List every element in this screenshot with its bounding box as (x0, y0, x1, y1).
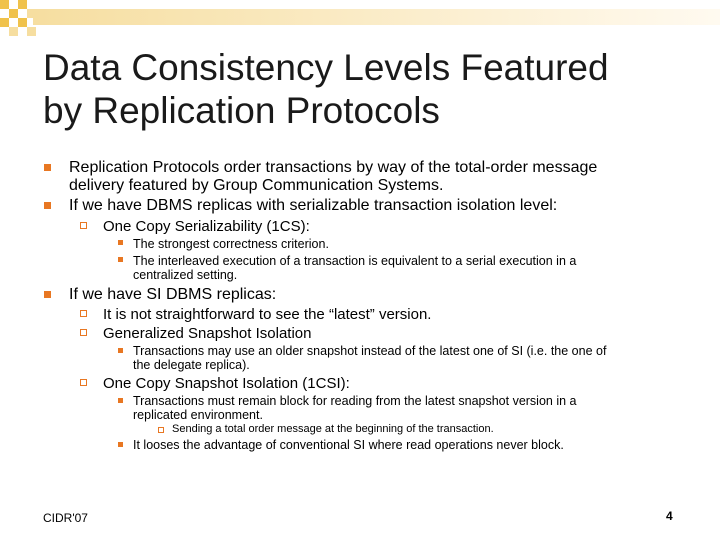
sub-sub-bullet-older-snapshot (133, 344, 606, 372)
bullet-text-line: replicated environment. (133, 408, 263, 422)
bullet-hollow-square-icon (80, 329, 87, 336)
bullet-hollow-square-icon (80, 222, 87, 229)
bullet-square-icon (44, 202, 51, 209)
page-number: 4 (666, 509, 673, 523)
bullet-text-line: centralized setting. (133, 268, 238, 282)
slide-title-line-1: Data Consistency Levels Featured (43, 47, 609, 88)
bullet-text-line: delivery featured by Group Communication Systems. (69, 177, 444, 194)
sub-sub-bullet-block-reading (133, 394, 577, 422)
bullet-square-icon (44, 164, 51, 171)
sub-bullet-1csi: One Copy Snapshot Isolation (1CSI): (103, 375, 350, 392)
bullet-square-icon (118, 398, 123, 403)
bullet-text-line: Replication Protocols order transactions by way of the total-order message (69, 159, 598, 176)
bullet-si-replicas: If we have SI DBMS replicas: (69, 286, 277, 303)
bullet-square-icon (118, 442, 123, 447)
slide-title (43, 46, 693, 132)
sub-bullet-1cs: One Copy Serializability (1CS): (103, 218, 310, 235)
bullet-hollow-square-icon (158, 427, 164, 433)
bullet-square-icon (118, 257, 123, 262)
header-decoration (0, 0, 720, 48)
bullet-text-line: The interleaved execution of a transaction is equivalent to a serial execution in a (133, 254, 577, 268)
bullet-square-icon (44, 291, 51, 298)
sub-sub-bullet-interleaved (133, 254, 576, 282)
sub-sub-bullet-looses-advantage: It looses the advantage of conventional SI where read operations never block. (133, 438, 564, 452)
bullet-text-line: Transactions may use an older snapshot instead of the latest one of SI (i.e. the one of (133, 344, 607, 358)
footer-conference: CIDR'07 (43, 511, 88, 525)
sub-sub-bullet-strongest: The strongest correctness criterion. (133, 237, 329, 251)
bullet-hollow-square-icon (80, 379, 87, 386)
sub-sub-sub-bullet-total-order: Sending a total order message at the beginning of the transaction. (172, 423, 494, 435)
slide-title-line-2: by Replication Protocols (43, 90, 440, 131)
bullet-text-line: Transactions must remain block for reading from the latest snapshot version in a (133, 394, 577, 408)
sub-bullet-latest-version: It is not straightforward to see the “latest” version. (103, 306, 432, 323)
bullet-square-icon (118, 240, 123, 245)
bullet-text-line: the delegate replica). (133, 358, 250, 372)
bullet-replication-protocols (69, 159, 597, 195)
sub-bullet-gsi: Generalized Snapshot Isolation (103, 325, 312, 342)
bullet-hollow-square-icon (80, 310, 87, 317)
bullet-serializable: If we have DBMS replicas with serializable transaction isolation level: (69, 197, 558, 214)
bullet-square-icon (118, 348, 123, 353)
